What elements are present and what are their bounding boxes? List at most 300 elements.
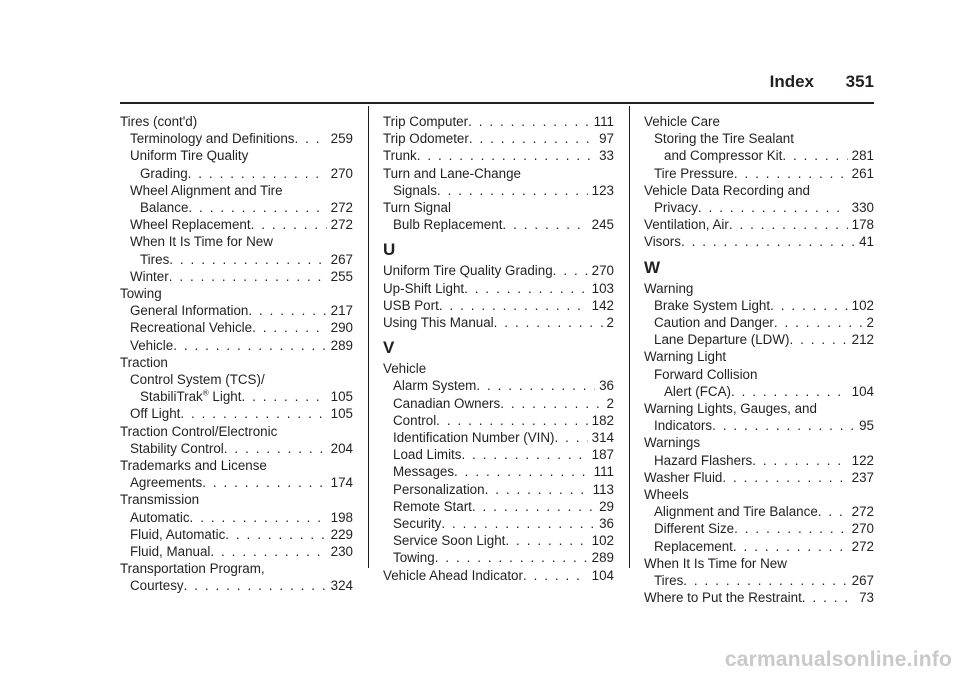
dot-leader	[729, 216, 848, 233]
index-entry	[644, 469, 874, 486]
dot-leader	[436, 412, 587, 429]
index-heading: Storing the Tire Sealant	[654, 131, 794, 147]
index-entry	[120, 130, 353, 147]
dot-leader	[251, 216, 327, 233]
page-ref: 290	[330, 320, 353, 336]
page-ref: 104	[591, 567, 614, 583]
index-heading: Wheels	[644, 487, 689, 503]
dot-leader	[225, 526, 326, 543]
dot-leader	[770, 297, 848, 314]
index-heading: Turn Signal	[383, 200, 451, 216]
page-ref: 314	[591, 430, 614, 446]
index-entry	[120, 577, 353, 594]
dot-leader	[712, 417, 855, 434]
entry-text: Personalization	[393, 481, 485, 497]
page-ref: 267	[851, 573, 874, 589]
index-heading: When It Is Time for New	[130, 234, 273, 250]
page-ref: 270	[330, 165, 353, 181]
page-ref: 73	[859, 590, 874, 606]
index-heading: When It Is Time for New	[644, 555, 787, 571]
page-ref: 113	[592, 481, 614, 497]
section-letter: U	[383, 240, 396, 260]
index-heading: Control System (TCS)/	[130, 372, 265, 388]
index-heading: Towing	[120, 286, 162, 302]
section-letter: W	[644, 257, 661, 277]
entry-text: and Compressor Kit	[664, 148, 783, 164]
entry-text: Security	[393, 516, 442, 532]
page-ref: 33	[599, 148, 614, 164]
index-heading: Vehicle Data Recording and	[644, 182, 811, 198]
page-ref: 103	[591, 280, 614, 296]
dot-leader	[169, 251, 326, 268]
entry-text: Brake System Light	[654, 297, 771, 313]
dot-leader	[184, 577, 327, 594]
page-ref: 261	[851, 165, 874, 181]
entry-text: Load Limits	[393, 447, 462, 463]
registered-mark: ®	[202, 388, 209, 398]
entry-label	[130, 509, 190, 526]
entry-label	[654, 331, 789, 348]
entry-label	[393, 532, 505, 549]
index-entry	[383, 498, 614, 515]
page-ref: 198	[330, 509, 353, 525]
entry-label	[383, 147, 417, 164]
entry-label	[130, 405, 180, 422]
entry-label	[654, 314, 774, 331]
entry-label	[644, 233, 681, 250]
entry-label	[130, 337, 173, 354]
dot-leader	[468, 113, 590, 130]
column-divider	[368, 106, 369, 568]
dot-leader	[555, 429, 588, 446]
index-column-3	[644, 113, 874, 606]
entry-label	[393, 395, 500, 412]
entry-label	[654, 165, 734, 182]
page-title: Index	[769, 72, 814, 91]
index-heading: Traction Control/Electronic	[120, 423, 278, 439]
dot-leader	[774, 314, 863, 331]
page-ref: 187	[591, 447, 614, 463]
index-entry	[383, 377, 614, 394]
page-ref: 255	[330, 268, 353, 284]
page-ref: 178	[851, 217, 874, 233]
entry-label	[383, 280, 464, 297]
page-ref: 142	[591, 297, 614, 313]
index-heading: Vehicle Care	[644, 114, 720, 129]
index-entry	[644, 314, 874, 331]
page-ref: 95	[859, 418, 874, 434]
entry-text: Tires	[140, 251, 170, 267]
page-header	[0, 62, 874, 102]
page-ref: 29	[599, 498, 614, 514]
index-entry	[383, 130, 614, 147]
dot-leader	[441, 515, 595, 532]
entry-text: Different Size	[654, 521, 735, 537]
entry-text: Indicators	[654, 418, 713, 434]
entry-label	[130, 474, 202, 491]
page-ref: 104	[851, 383, 874, 399]
entry-text: Ventilation, Air	[644, 217, 729, 233]
index-entry	[120, 543, 353, 560]
page-ref: 217	[330, 303, 353, 319]
entry-label	[654, 452, 752, 469]
page-ref: 330	[851, 200, 874, 216]
entry-label	[393, 429, 555, 446]
entry-text: General Information	[130, 303, 249, 319]
entry-label	[644, 469, 722, 486]
index-entry	[120, 405, 353, 422]
index-entry	[383, 549, 614, 566]
entry-label	[393, 515, 441, 532]
dot-leader	[734, 520, 848, 537]
page-ref: 36	[599, 516, 614, 532]
index-entry	[383, 262, 614, 279]
index-entry	[383, 113, 614, 130]
index-entry	[383, 567, 614, 584]
entry-label	[140, 251, 169, 268]
page-ref: 105	[330, 389, 353, 405]
entry-label	[383, 113, 468, 130]
entry-label	[130, 302, 248, 319]
entry-text: Stability Control	[130, 440, 224, 456]
entry-text: Washer Fluid	[644, 469, 723, 485]
page-ref: 2	[606, 395, 614, 411]
dot-leader	[733, 538, 848, 555]
index-entry	[120, 509, 353, 526]
index-heading: Trademarks and License	[120, 458, 267, 474]
entry-label	[393, 377, 476, 394]
index-entry	[383, 297, 614, 314]
entry-label	[654, 572, 683, 589]
entry-text-suffix: Light	[208, 389, 242, 405]
page-ref: 102	[591, 533, 614, 549]
entry-label	[644, 216, 729, 233]
dot-leader	[683, 572, 847, 589]
index-entry	[120, 302, 353, 319]
index-entry	[120, 319, 353, 336]
entry-text: Signals	[393, 182, 437, 198]
index-heading: Vehicle	[383, 361, 427, 377]
entry-text: Balance	[140, 200, 189, 216]
entry-text: Winter	[130, 268, 169, 284]
dot-leader	[461, 446, 587, 463]
dot-leader	[439, 297, 588, 314]
page-ref: 281	[851, 148, 874, 164]
index-entry	[383, 314, 614, 331]
entry-label	[140, 388, 241, 405]
dot-leader	[295, 130, 327, 147]
index-entry	[383, 412, 614, 429]
entry-text: Agreements	[130, 475, 203, 491]
index-heading: Forward Collision	[654, 366, 758, 382]
index-entry	[644, 165, 874, 182]
entry-text: Trip Computer	[383, 114, 469, 129]
index-entry	[644, 233, 874, 250]
column-divider	[629, 106, 630, 568]
index-entry	[383, 147, 614, 164]
dot-leader	[752, 452, 847, 469]
page-ref: 174	[330, 475, 353, 491]
dot-leader	[202, 474, 326, 491]
section-letter: V	[383, 338, 395, 358]
entry-text: Courtesy	[130, 578, 184, 594]
header-rule	[120, 102, 874, 104]
dot-leader	[169, 268, 327, 285]
entry-text: Automatic	[130, 509, 190, 525]
entry-text: Lane Departure (LDW)	[654, 332, 790, 348]
entry-text: Off Light	[130, 406, 181, 422]
entry-text: Canadian Owners	[393, 395, 501, 411]
index-entry	[644, 417, 874, 434]
entry-text: Alignment and Tire Balance	[654, 504, 818, 520]
dot-leader	[437, 182, 588, 199]
index-entry	[120, 440, 353, 457]
index-entry	[383, 182, 614, 199]
index-entry	[644, 452, 874, 469]
dot-leader	[210, 543, 326, 560]
entry-text: Uniform Tire Quality Grading	[383, 263, 553, 279]
dot-leader	[485, 481, 589, 498]
entry-text: StabiliTrak	[140, 389, 203, 405]
entry-label	[130, 130, 295, 147]
dot-leader	[435, 549, 588, 566]
entry-label	[383, 314, 494, 331]
entry-text: Visors	[644, 234, 681, 250]
entry-label	[654, 199, 698, 216]
index-entry	[644, 589, 874, 606]
entry-text: USB Port	[383, 297, 439, 313]
index-heading: Warning Light	[644, 349, 727, 365]
entry-label	[130, 319, 252, 336]
entry-label	[393, 498, 472, 515]
dot-leader	[494, 314, 603, 331]
dot-leader	[553, 262, 588, 279]
entry-text: Alarm System	[393, 378, 477, 394]
page-ref: 272	[851, 538, 874, 554]
index-entry	[383, 481, 614, 498]
dot-leader	[731, 383, 848, 400]
entry-text: Tire Pressure	[654, 165, 734, 181]
index-entry	[120, 251, 353, 268]
index-entry	[120, 474, 353, 491]
page-ref: 245	[591, 217, 614, 233]
entry-text: Trunk	[383, 148, 417, 164]
entry-label	[130, 543, 210, 560]
page-ref: 212	[851, 332, 874, 348]
page-ref: 272	[330, 200, 353, 216]
dot-leader	[802, 589, 855, 606]
dot-leader	[698, 199, 848, 216]
entry-label	[393, 481, 485, 498]
entry-label	[644, 589, 802, 606]
entry-label	[130, 577, 184, 594]
page-ref: 111	[593, 114, 614, 129]
entry-label	[654, 520, 734, 537]
dot-leader	[252, 319, 327, 336]
index-entry	[644, 297, 874, 314]
entry-label	[383, 297, 439, 314]
dot-leader	[789, 331, 847, 348]
page-ref: 229	[330, 526, 353, 542]
page-number: 351	[845, 72, 874, 91]
index-heading: Transportation Program,	[120, 561, 265, 577]
index-entry	[644, 503, 874, 520]
dot-leader	[188, 199, 326, 216]
entry-text: Vehicle	[130, 337, 174, 353]
page-ref: 97	[599, 131, 614, 147]
entry-label	[393, 182, 437, 199]
index-entry	[383, 463, 614, 480]
index-entry	[120, 216, 353, 233]
index-entry	[120, 268, 353, 285]
index-heading: Warning	[644, 280, 694, 296]
dot-leader	[248, 302, 326, 319]
entry-label	[140, 165, 188, 182]
entry-text: Control	[393, 412, 437, 428]
index-entry	[644, 520, 874, 537]
entry-label	[393, 446, 461, 463]
index-entry	[383, 280, 614, 297]
dot-leader	[818, 503, 848, 520]
index-entry	[383, 515, 614, 532]
entry-text: Tires	[654, 573, 684, 589]
dot-leader	[505, 532, 587, 549]
entry-text: Up-Shift Light	[383, 280, 465, 296]
entry-text: Recreational Vehicle	[130, 320, 253, 336]
index-entry	[120, 199, 353, 216]
entry-text: Using This Manual	[383, 315, 494, 331]
index-heading: Turn and Lane-Change	[383, 165, 521, 181]
page-ref: 270	[591, 263, 614, 279]
entry-label	[654, 503, 818, 520]
entry-text: Where to Put the Restraint	[644, 590, 802, 606]
entry-text: Alert (FCA)	[664, 383, 731, 399]
dot-leader	[241, 388, 326, 405]
dot-leader	[417, 147, 595, 164]
entry-text: Messages	[393, 464, 455, 480]
index-entry	[383, 395, 614, 412]
page-ref: 102	[851, 297, 874, 313]
page-ref: 237	[851, 469, 874, 485]
index-heading: Warning Lights, Gauges, and	[644, 401, 817, 417]
dot-leader	[224, 440, 327, 457]
dot-leader	[469, 130, 595, 147]
dot-leader	[523, 567, 588, 584]
index-entry	[120, 337, 353, 354]
entry-label	[664, 147, 782, 164]
entry-label	[383, 130, 469, 147]
entry-text: Caution and Danger	[654, 315, 774, 331]
entry-text: Identification Number (VIN)	[393, 430, 555, 446]
index-column-1	[120, 113, 353, 595]
page-ref: 36	[599, 378, 614, 394]
entry-label	[383, 262, 553, 279]
entry-text: Terminology and Definitions	[130, 131, 295, 147]
index-heading: Tires (cont'd)	[120, 114, 198, 129]
page-ref: 41	[859, 234, 874, 250]
page-ref: 267	[330, 251, 353, 267]
entry-label	[393, 549, 435, 566]
index-entry	[644, 147, 874, 164]
page-ref: 259	[330, 131, 353, 147]
entry-label	[140, 199, 188, 216]
index-entry	[644, 199, 874, 216]
index-entry	[383, 532, 614, 549]
dot-leader	[188, 165, 327, 182]
index-entry	[644, 331, 874, 348]
index-entry	[644, 383, 874, 400]
entry-label	[654, 417, 712, 434]
page-ref: 204	[330, 440, 353, 456]
index-entry	[383, 446, 614, 463]
entry-text: Wheel Replacement	[130, 217, 251, 233]
dot-leader	[502, 216, 587, 233]
entry-label	[654, 538, 733, 555]
index-entry	[120, 388, 353, 405]
entry-label	[130, 268, 169, 285]
page-ref: 123	[591, 182, 614, 198]
entry-label	[130, 216, 251, 233]
entry-text: Fluid, Manual	[130, 544, 211, 560]
page-ref: 324	[330, 578, 353, 594]
index-entry	[383, 429, 614, 446]
dot-leader	[464, 280, 588, 297]
entry-text: Grading	[140, 165, 188, 181]
entry-label	[393, 463, 454, 480]
page-ref: 2	[866, 315, 874, 331]
dot-leader	[681, 233, 855, 250]
index-heading: Uniform Tire Quality	[130, 148, 249, 164]
dot-leader	[476, 377, 595, 394]
dot-leader	[173, 337, 326, 354]
index-entry	[644, 216, 874, 233]
entry-text: Hazard Flashers	[654, 452, 753, 468]
entry-text: Remote Start	[393, 498, 472, 514]
dot-leader	[734, 165, 848, 182]
entry-text: Privacy	[654, 200, 698, 216]
dot-leader	[190, 509, 327, 526]
index-entry	[644, 572, 874, 589]
dot-leader	[722, 469, 847, 486]
page-ref: 105	[330, 406, 353, 422]
page-ref: 122	[851, 452, 874, 468]
dot-leader	[180, 405, 326, 422]
entry-label	[654, 297, 770, 314]
page-ref: 2	[606, 315, 614, 331]
index-entry	[383, 216, 614, 233]
index-entry	[120, 526, 353, 543]
dot-leader	[500, 395, 602, 412]
index-entry	[120, 165, 353, 182]
page-ref: 111	[593, 464, 614, 480]
entry-label	[664, 383, 731, 400]
entry-text: Towing	[393, 550, 435, 566]
watermark: carmanualsonline.info	[724, 648, 952, 671]
page-ref: 272	[851, 504, 874, 520]
page-ref: 289	[591, 550, 614, 566]
dot-leader	[472, 498, 595, 515]
entry-label	[393, 216, 502, 233]
entry-label	[383, 567, 523, 584]
entry-text: Service Soon Light	[393, 533, 506, 549]
index-entry	[644, 538, 874, 555]
entry-text: Vehicle Ahead Indicator	[383, 567, 523, 583]
page-ref: 230	[330, 544, 353, 560]
entry-text: Fluid, Automatic	[130, 526, 226, 542]
index-column-2	[383, 113, 614, 584]
entry-label	[393, 412, 436, 429]
entry-label	[130, 526, 225, 543]
